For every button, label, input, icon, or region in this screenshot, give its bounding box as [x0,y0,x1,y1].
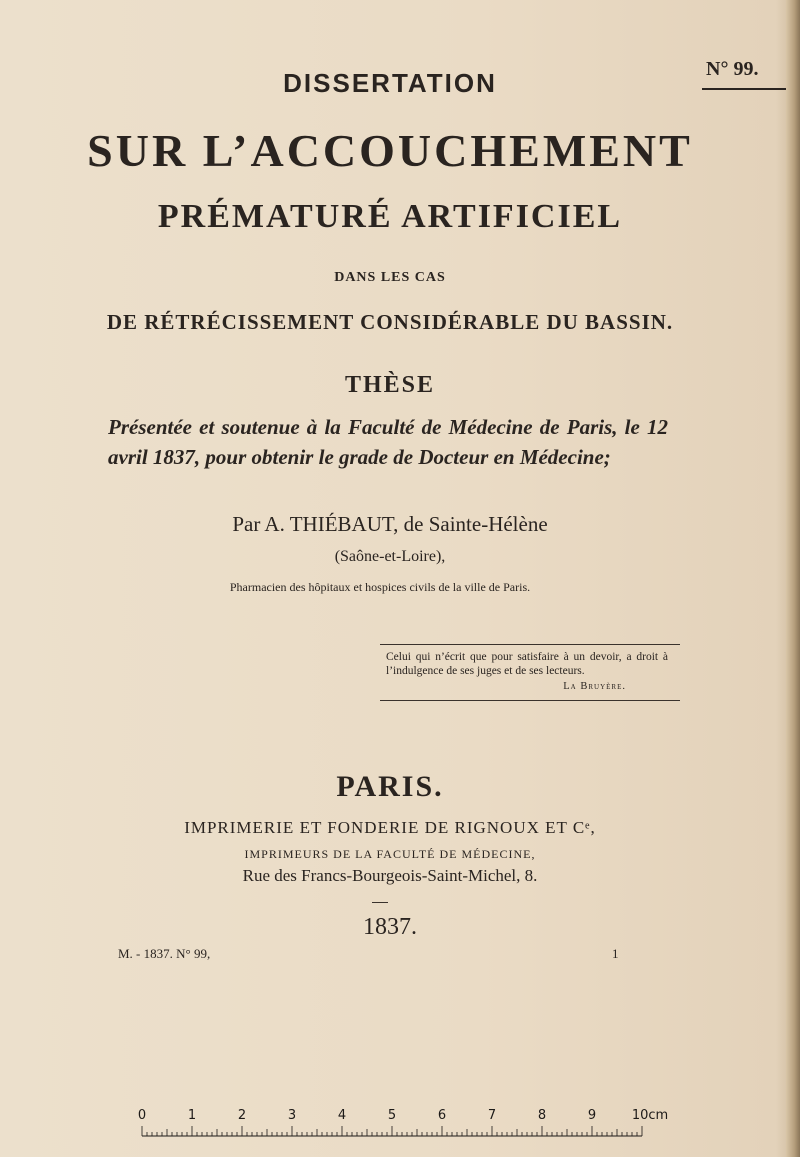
title-line-1: DISSERTATION [283,68,497,98]
imprint-printer: IMPRIMERIE ET FONDERIE DE RIGNOUX ET Cᵉ, [184,818,596,837]
footer-page-number: 1 [612,946,619,961]
scale-label: 7 [487,1108,497,1123]
title-line-5: DE RÉTRÉCISSEMENT CONSIDÉRABLE DU BASSIN. [106,310,674,334]
imprint-city: PARIS. [336,770,444,803]
scale-label: 9 [587,1108,597,1123]
these-heading: THÈSE [344,372,436,398]
scale-label: 4 [337,1108,347,1123]
imprint-year: 1837. [363,914,417,940]
scale-label: 5 [387,1108,397,1123]
scale-label: 10cm [631,1108,669,1123]
title-line-2: SUR L’ACCOUCHEMENT [87,125,693,176]
epigraph-author: La Bruyère. [563,681,626,692]
author-profession: Pharmacien des hôpitaux et hospices civils de la ville de Paris. [229,580,531,594]
scale-label: 8 [537,1108,547,1123]
author-region: (Saône-et-Loire), [334,548,446,565]
presentation-text: Présentée et soutenue à la Faculté de Médecine de Paris, le 12 avril 1837, pour obtenir le grade de Docteur en Médecine; [108,415,668,469]
scale-label: 0 [137,1108,147,1123]
footer-signature: M. - 1837. N° 99, [118,946,211,961]
title-line-3: PRÉMATURÉ ARTIFICIEL [157,198,623,235]
author-line: Par A. THIÉBAUT, de Sainte-Hélène [232,512,548,536]
scale-label: 6 [437,1108,447,1123]
imprint-divider [372,902,388,903]
measurement-scale [136,1108,669,1140]
scale-label: 2 [237,1108,247,1123]
epigraph-bottom-rule [380,700,680,701]
scale-label: 3 [287,1108,297,1123]
imprint-address: Rue des Francs-Bourgeois-Saint-Michel, 8. [242,866,538,885]
document-number: N° 99. [706,58,759,80]
scale-label: 1 [187,1108,197,1123]
title-line-4: DANS LES CAS [334,270,446,285]
epigraph-text: Celui qui n’écrit que pour satisfaire à un devoir, a droit à l’indulgence de ses juges et de ses lecteurs. [386,651,668,677]
imprint-printer-role: IMPRIMEURS DE LA FACULTÉ DE MÉDECINE, [244,847,536,861]
epigraph-top-rule [380,644,680,645]
